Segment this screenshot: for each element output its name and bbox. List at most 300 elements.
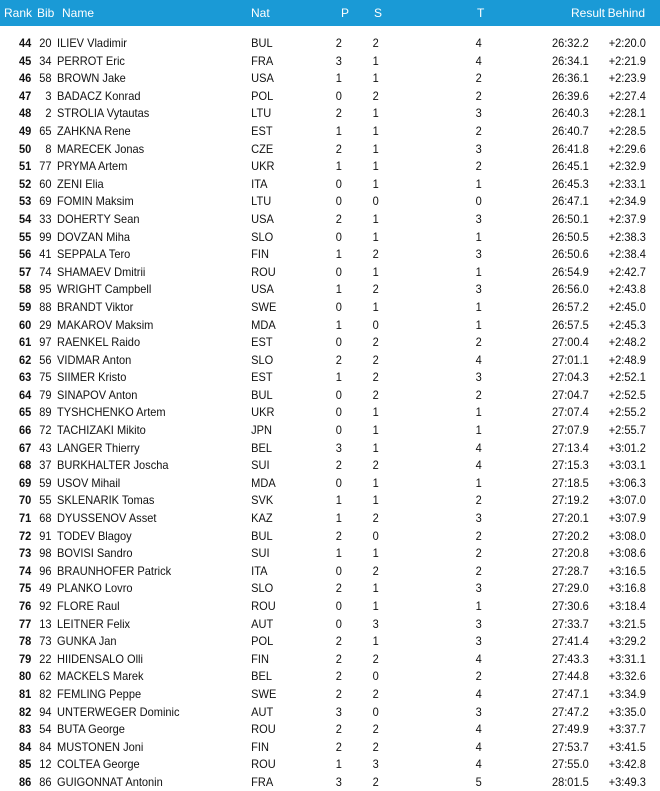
cell-behind: +3:18.4 [608,599,646,613]
cell-standing: 1 [372,475,379,490]
cell-result: 27:49.9 [551,722,589,737]
cell-prone: 0 [335,563,342,578]
cell-standing: 2 [372,722,379,737]
cell-result: 27:15.3 [551,458,589,473]
table-row [0,562,646,580]
cell-behind: +3:41.5 [608,739,646,754]
cell-behind: +3:29.2 [608,634,646,649]
cell-prone: 0 [335,599,342,613]
cell-nat: SWE [251,686,277,701]
cell-total: 4 [475,722,482,737]
cell-result: 26:40.3 [551,106,589,121]
cell-standing: 1 [372,141,379,156]
cell-nat: JPN [251,423,273,438]
table-row [0,703,646,721]
cell-total: 2 [475,493,482,508]
cell-rank: 69 [18,475,32,490]
cell-bib: 91 [39,528,52,543]
cell-prone: 0 [335,423,342,438]
cell-name: PLANKO Lovro [57,581,133,596]
cell-name: PRYMA Artem [57,159,128,174]
cell-behind: +3:37.7 [608,722,646,737]
cell-result: 27:04.7 [551,387,589,402]
cell-nat: FIN [251,739,269,754]
cell-total: 3 [475,247,482,262]
cell-behind: +3:31.1 [608,651,646,666]
cell-standing: 0 [372,669,379,684]
cell-prone: 2 [335,352,342,367]
cell-prone: 3 [335,704,342,719]
cell-name: WRIGHT Campbell [57,282,152,297]
table-row [0,333,646,351]
cell-rank: 53 [18,194,32,209]
cell-result: 26:57.2 [551,299,589,314]
cell-nat: LTU [251,106,272,121]
cell-rank: 56 [18,247,32,262]
cell-standing: 0 [372,194,379,209]
cell-behind: +2:48.9 [608,352,646,367]
cell-behind: +2:20.0 [608,36,646,50]
cell-behind: +3:16.8 [608,581,646,596]
cell-total: 4 [475,36,482,50]
cell-bib: 56 [39,352,52,367]
cell-total: 2 [475,563,482,578]
cell-behind: +3:42.8 [608,757,646,772]
cell-rank: 75 [18,581,32,596]
cell-behind: +3:32.6 [608,669,646,684]
cell-behind: +2:28.5 [608,123,646,138]
cell-rank: 83 [18,722,32,737]
cell-prone: 2 [335,528,342,543]
cell-standing: 1 [372,211,379,226]
cell-total: 2 [475,71,482,86]
cell-nat: SLO [251,352,274,367]
cell-result: 27:28.7 [551,563,589,578]
cell-result: 26:57.5 [551,317,589,332]
cell-total: 1 [475,229,482,244]
cell-nat: EST [251,335,273,350]
cell-bib: 3 [45,88,52,103]
table-row [0,597,646,615]
cell-result: 26:54.9 [551,264,589,279]
cell-result: 27:20.2 [551,528,589,543]
cell-prone: 2 [335,141,342,156]
cell-name: ZAHKNA Rene [57,123,131,138]
cell-total: 4 [475,458,482,473]
cell-prone: 2 [335,722,342,737]
cell-standing: 0 [372,317,379,332]
table-row [0,685,646,703]
cell-standing: 2 [372,563,379,578]
cell-rank: 67 [18,440,32,455]
cell-bib: 84 [39,739,52,754]
cell-bib: 79 [39,387,52,402]
cell-result: 27:29.0 [551,581,589,596]
cell-behind: +3:01.2 [608,440,646,455]
table-row [0,34,646,52]
table-row [0,773,646,791]
cell-rank: 47 [18,88,32,103]
cell-name: GUNKA Jan [57,634,117,649]
cell-name: MUSTONEN Joni [57,739,144,754]
cell-bib: 65 [39,123,52,138]
cell-rank: 71 [18,511,32,526]
cell-rank: 65 [18,405,32,420]
cell-total: 2 [475,669,482,684]
cell-total: 3 [475,511,482,526]
cell-rank: 86 [18,774,32,789]
cell-result: 27:01.1 [551,352,589,367]
table-row [0,104,646,122]
cell-name: USOV Mihail [57,475,121,490]
cell-prone: 2 [335,458,342,473]
cell-total: 4 [475,53,482,68]
cell-result: 26:50.6 [551,247,589,262]
cell-bib: 99 [39,229,52,244]
header-behind: Behind [607,6,645,20]
table-row [0,403,646,421]
table-row [0,245,646,263]
cell-total: 1 [475,299,482,314]
cell-name: SKLENARIK Tomas [57,493,155,508]
cell-rank: 55 [18,229,32,244]
cell-result: 27:18.5 [551,475,589,490]
cell-name: BRAUNHOFER Patrick [57,563,172,578]
cell-standing: 2 [372,282,379,297]
cell-name: BUTA George [57,722,125,737]
cell-name: FOMIN Maksim [57,194,134,209]
cell-standing: 1 [372,405,379,420]
cell-behind: +2:55.2 [608,405,646,420]
cell-result: 26:50.5 [551,229,589,244]
table-row [0,667,646,685]
table-row [0,615,646,633]
cell-standing: 2 [372,370,379,385]
cell-prone: 2 [335,581,342,596]
header-nat: Nat [251,6,270,20]
cell-nat: USA [251,211,274,226]
table-header [0,0,660,26]
cell-nat: BEL [251,440,273,455]
cell-behind: +2:37.9 [608,211,646,226]
cell-bib: 37 [39,458,52,473]
cell-rank: 50 [18,141,32,156]
cell-prone: 2 [335,211,342,226]
cell-behind: +3:07.0 [608,493,646,508]
cell-prone: 1 [335,757,342,772]
cell-behind: +2:32.9 [608,159,646,174]
cell-nat: LTU [251,194,272,209]
cell-total: 3 [475,616,482,631]
cell-total: 4 [475,686,482,701]
cell-bib: 69 [39,194,52,209]
cell-nat: SLO [251,581,274,596]
cell-nat: EST [251,370,273,385]
cell-name: TACHIZAKI Mikito [57,423,146,438]
cell-bib: 59 [39,475,52,490]
table-row [0,755,646,773]
table-row [0,52,646,70]
cell-nat: CZE [251,141,274,156]
cell-nat: SUI [251,458,270,473]
cell-prone: 1 [335,546,342,561]
cell-rank: 84 [18,739,32,754]
cell-name: FEMLING Peppe [57,686,142,701]
cell-prone: 1 [335,511,342,526]
cell-prone: 2 [335,651,342,666]
cell-name: UNTERWEGER Dominic [57,704,180,719]
cell-bib: 20 [39,36,52,50]
cell-behind: +2:29.6 [608,141,646,156]
cell-prone: 0 [335,387,342,402]
cell-nat: UKR [251,405,275,420]
cell-name: DYUSSENOV Asset [57,511,157,526]
cell-total: 4 [475,739,482,754]
cell-behind: +2:52.1 [608,370,646,385]
cell-standing: 0 [372,704,379,719]
cell-standing: 1 [372,53,379,68]
cell-prone: 1 [335,317,342,332]
header-total: T [477,6,485,20]
cell-rank: 46 [18,71,32,86]
cell-standing: 1 [372,581,379,596]
cell-standing: 2 [372,458,379,473]
cell-standing: 1 [372,159,379,174]
cell-result: 26:40.7 [551,123,589,138]
cell-standing: 2 [372,352,379,367]
cell-total: 4 [475,440,482,455]
cell-behind: +2:38.3 [608,229,646,244]
cell-bib: 13 [39,616,52,631]
cell-prone: 2 [335,669,342,684]
cell-result: 27:41.4 [551,634,589,649]
cell-behind: +3:49.3 [608,774,646,789]
cell-nat: FRA [251,53,274,68]
cell-nat: MDA [251,475,276,490]
cell-bib: 74 [39,264,52,279]
cell-rank: 76 [18,599,32,613]
cell-name: BROWN Jake [57,71,126,86]
cell-result: 26:50.1 [551,211,589,226]
cell-result: 26:47.1 [551,194,589,209]
cell-standing: 1 [372,423,379,438]
cell-name: MAKAROV Maksim [57,317,154,332]
cell-prone: 1 [335,123,342,138]
cell-bib: 92 [39,599,52,613]
table-row [0,650,646,668]
cell-bib: 34 [39,53,52,68]
cell-bib: 89 [39,405,52,420]
cell-prone: 0 [335,405,342,420]
cell-rank: 57 [18,264,32,279]
cell-prone: 0 [335,88,342,103]
cell-bib: 49 [39,581,52,596]
cell-nat: FRA [251,774,274,789]
cell-name: DOHERTY Sean [57,211,140,226]
cell-total: 2 [475,123,482,138]
cell-result: 26:32.2 [551,36,589,50]
cell-bib: 77 [39,159,52,174]
cell-prone: 1 [335,71,342,86]
cell-standing: 2 [372,774,379,789]
cell-result: 26:45.1 [551,159,589,174]
cell-standing: 1 [372,229,379,244]
table-row [0,738,646,756]
cell-total: 3 [475,282,482,297]
header-bib: Bib [37,6,55,20]
cell-rank: 72 [18,528,32,543]
cell-name: FLORE Raul [57,599,120,613]
cell-nat: ITA [251,176,268,191]
cell-result: 28:01.5 [551,774,589,789]
cell-name: VIDMAR Anton [57,352,132,367]
cell-prone: 0 [335,616,342,631]
cell-total: 3 [475,106,482,121]
table-row [0,368,646,386]
table-row [0,316,646,334]
cell-total: 5 [475,774,482,789]
cell-nat: SWE [251,299,277,314]
cell-total: 1 [475,176,482,191]
cell-prone: 0 [335,335,342,350]
cell-standing: 2 [372,651,379,666]
cell-nat: POL [251,634,274,649]
cell-result: 26:56.0 [551,282,589,297]
table-body [0,34,660,791]
cell-rank: 74 [18,563,32,578]
cell-name: SINAPOV Anton [57,387,138,402]
cell-total: 2 [475,387,482,402]
header-prone: P [341,6,350,20]
cell-behind: +2:45.3 [608,317,646,332]
cell-name: PERROT Eric [57,53,125,68]
cell-bib: 73 [39,634,52,649]
cell-bib: 97 [39,335,52,350]
cell-total: 0 [475,194,482,209]
cell-total: 3 [475,141,482,156]
cell-rank: 70 [18,493,32,508]
cell-name: MACKELS Marek [57,669,144,684]
cell-prone: 0 [335,176,342,191]
cell-bib: 82 [39,686,52,701]
cell-rank: 63 [18,370,32,385]
table-row [0,456,646,474]
cell-nat: SLO [251,229,274,244]
cell-behind: +3:21.5 [608,616,646,631]
cell-nat: BUL [251,528,273,543]
cell-bib: 86 [39,774,52,789]
cell-behind: +2:34.9 [608,194,646,209]
cell-nat: BUL [251,387,273,402]
cell-result: 26:45.3 [551,176,589,191]
cell-total: 4 [475,757,482,772]
cell-bib: 88 [39,299,52,314]
cell-prone: 0 [335,475,342,490]
cell-total: 4 [475,651,482,666]
cell-bib: 55 [39,493,52,508]
cell-result: 27:19.2 [551,493,589,508]
cell-name: BOVISI Sandro [57,546,133,561]
cell-total: 1 [475,405,482,420]
cell-standing: 1 [372,264,379,279]
cell-prone: 1 [335,247,342,262]
table-row [0,527,646,545]
cell-rank: 68 [18,458,32,473]
table-row [0,210,646,228]
cell-name: GUIGONNAT Antonin [57,774,163,789]
cell-prone: 2 [335,36,342,50]
cell-result: 27:43.3 [551,651,589,666]
cell-behind: +3:08.6 [608,546,646,561]
cell-bib: 8 [45,141,52,156]
cell-bib: 60 [39,176,52,191]
cell-prone: 2 [335,106,342,121]
cell-rank: 45 [18,53,32,68]
table-row [0,157,646,175]
cell-behind: +2:28.1 [608,106,646,121]
cell-bib: 62 [39,669,52,684]
cell-prone: 1 [335,493,342,508]
cell-bib: 33 [39,211,52,226]
cell-nat: KAZ [251,511,273,526]
cell-nat: AUT [251,616,274,631]
cell-name: DOVZAN Miha [57,229,131,244]
cell-result: 27:44.8 [551,669,589,684]
cell-standing: 2 [372,247,379,262]
cell-rank: 44 [18,36,32,50]
cell-name: SIIMER Kristo [57,370,127,385]
cell-result: 26:41.8 [551,141,589,156]
cell-nat: ROU [251,599,276,613]
cell-behind: +2:38.4 [608,247,646,262]
cell-total: 1 [475,264,482,279]
cell-behind: +2:23.9 [608,71,646,86]
cell-name: ILIEV Vladimir [57,36,127,50]
table-row [0,140,646,158]
cell-nat: AUT [251,704,274,719]
cell-nat: BEL [251,669,273,684]
cell-prone: 2 [335,739,342,754]
cell-standing: 1 [372,493,379,508]
cell-bib: 41 [39,247,52,262]
cell-name: SHAMAEV Dmitrii [57,264,146,279]
cell-behind: +3:16.5 [608,563,646,578]
cell-nat: FIN [251,247,269,262]
cell-bib: 98 [39,546,52,561]
cell-rank: 64 [18,387,32,402]
cell-behind: +2:45.0 [608,299,646,314]
cell-prone: 0 [335,194,342,209]
cell-nat: USA [251,282,274,297]
cell-bib: 12 [39,757,52,772]
cell-behind: +3:06.3 [608,475,646,490]
cell-standing: 1 [372,634,379,649]
cell-standing: 1 [372,599,379,613]
table-row [0,228,646,246]
cell-total: 4 [475,352,482,367]
cell-name: BADACZ Konrad [57,88,141,103]
cell-result: 27:53.7 [551,739,589,754]
cell-nat: MDA [251,317,276,332]
cell-behind: +3:34.9 [608,686,646,701]
cell-standing: 0 [372,528,379,543]
cell-bib: 72 [39,423,52,438]
cell-behind: +2:33.1 [608,176,646,191]
cell-total: 2 [475,159,482,174]
cell-behind: +3:03.1 [608,458,646,473]
cell-name: RAENKEL Raido [57,335,141,350]
cell-total: 3 [475,581,482,596]
